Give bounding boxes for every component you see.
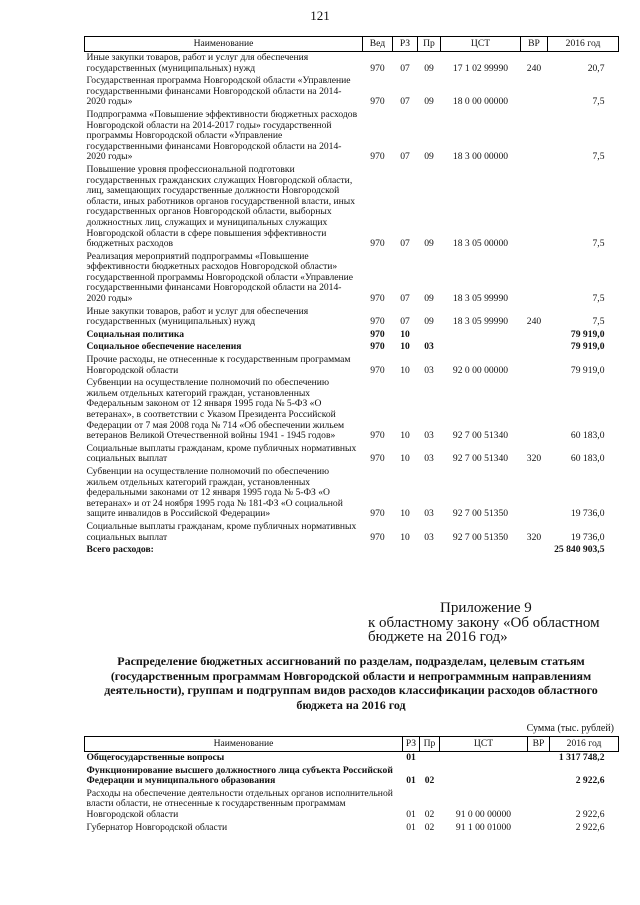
cell-sum: 7,5 [592, 238, 605, 250]
row-name: Функционирование высшего должностного лица субъекта Российской Федерации и муниципального образования [86, 764, 393, 787]
cell-pr: 09 [424, 316, 434, 328]
cell-rz: 01 [406, 821, 416, 833]
table-row [85, 75, 619, 109]
cell-cst [440, 765, 528, 788]
row-name: Иные закупки товаров, работ и услуг для обеспечения государственных (муниципальных) нужд [86, 52, 309, 74]
cell-vr: 240 [526, 316, 542, 328]
column-header: Пр [418, 37, 441, 52]
cell-sum: 25 840 903,5 [554, 544, 605, 556]
row-name: Социальные выплаты гражданам, кроме публичных нормативных социальных выплат [86, 442, 357, 465]
cell-pr: 03 [424, 453, 434, 465]
table-row [85, 164, 619, 251]
cell-cst: 91 0 00 00000 [455, 808, 512, 820]
column-header: РЗ [393, 37, 418, 52]
cell-sum: 19 736,0 [570, 531, 605, 543]
cell-pr [420, 752, 440, 765]
cell-pr: 02 [424, 808, 435, 820]
cell-pr: 09 [424, 151, 434, 163]
cell-rz: 10 [400, 430, 410, 442]
column-header: РЗ [403, 737, 420, 752]
column-header: ЦСТ [440, 737, 528, 752]
table-row [85, 251, 619, 306]
cell-sum: 60 183,0 [570, 453, 605, 465]
table-row [85, 377, 619, 443]
cell-pr: 03 [424, 364, 434, 376]
cell-ved: 970 [370, 453, 385, 465]
cell-sum: 2 922,6 [575, 821, 605, 833]
cell-rz: 01 [406, 752, 416, 763]
cell-ved: 970 [370, 96, 385, 108]
table-row [85, 788, 619, 822]
cell-vr: 240 [526, 62, 542, 74]
cell-vr [521, 164, 548, 251]
cell-sum: 2 922,6 [575, 775, 605, 787]
row-name: Повышение уровня профессиональной подготовки государственных гражданских служащих Новгородской области, лиц, замещающих государственные должности Новгородской области, иных работников органов государственной власти, иных государственных органов Новгородской области, выборных должностных лиц, служащих и муниципальных служащих Новгородской области в сфере повышения эффективности бюджетных расходов [86, 163, 356, 250]
row-name: Всего расходов: [86, 544, 154, 556]
cell-rz: 07 [400, 62, 410, 74]
cell-rz: 01 [406, 808, 416, 820]
cell-vr [528, 765, 550, 788]
table-header-row [85, 737, 619, 752]
cell-cst: 18 3 05 00000 [452, 238, 509, 250]
cell-ved [363, 544, 393, 557]
row-name: Общегосударственные вопросы [86, 752, 225, 763]
row-name: Государственная программа Новгородской области «Управление государственными финансами Новгородской области на 2014-2020 годы» [86, 75, 351, 108]
row-name: Реализация мероприятий подпрограммы «Повышение эффективности бюджетных расходов Новгородской области» государственной программы Новгородской области «Управление государственными финансами Новгородской области на 2014-2020 годы» [86, 250, 354, 305]
cell-ved: 970 [370, 364, 385, 376]
cell-pr: 03 [424, 508, 434, 520]
table-row [85, 521, 619, 544]
cell-vr [521, 377, 548, 443]
cell-cst: 18 3 00 00000 [452, 151, 509, 163]
row-name: Иные закупки товаров, работ и услуг для обеспечения государственных (муниципальных) нужд [86, 305, 309, 328]
cell-vr [528, 822, 550, 835]
cell-vr: 320 [526, 531, 542, 543]
cell-rz: 07 [400, 293, 410, 305]
cell-rz [393, 544, 418, 557]
cell-vr [528, 788, 550, 822]
cell-vr [528, 752, 550, 765]
cell-vr: 320 [526, 453, 542, 465]
cell-pr: 09 [424, 62, 434, 74]
cell-vr [521, 354, 548, 377]
cell-ved: 970 [370, 293, 385, 305]
cell-rz: 10 [400, 508, 410, 520]
cell-pr: 09 [424, 238, 434, 250]
cell-vr [521, 329, 548, 342]
cell-vr [521, 75, 548, 109]
cell-rz: 10 [400, 341, 410, 353]
cell-vr [521, 251, 548, 306]
cell-sum: 20,7 [587, 62, 605, 74]
table-row [85, 544, 619, 557]
page-number: 121 [310, 8, 330, 23]
table-row [85, 765, 619, 788]
cell-cst [441, 329, 521, 342]
row-name: Социальная политика [86, 328, 185, 340]
cell-sum: 1 317 748,2 [558, 752, 605, 763]
row-name: Социальное обеспечение населения [86, 341, 242, 353]
cell-pr: 03 [424, 430, 434, 442]
cell-rz: 07 [400, 316, 410, 328]
cell-vr [521, 341, 548, 354]
appendix-caption [368, 601, 618, 645]
cell-ved: 970 [370, 151, 385, 163]
row-name: Субвенции на осуществление полномочий по обеспечению жильем отдельных категорий граждан, установленных Федеральным законом от 12 января 1995 года № 5-ФЗ «О ветеранах», в соответствии с Указом Президента Российской Федерации от 7 мая 2008 года № 714 «Об обеспечении жильем ветеранов Великой Отечественной войны 1941 - 1945 годов» [86, 377, 345, 442]
column-header: 2016 год [550, 737, 619, 752]
cell-cst: 92 7 00 51340 [452, 430, 509, 442]
budget-table-2 [84, 736, 619, 834]
table-row [85, 822, 619, 835]
cell-pr: 03 [424, 531, 434, 543]
cell-pr: 02 [424, 775, 435, 787]
cell-sum: 79 919,0 [570, 364, 605, 376]
row-name: Прочие расходы, не отнесенные к государственным программам Новгородской области [86, 354, 351, 376]
table-row [85, 354, 619, 377]
cell-pr [418, 329, 441, 342]
column-header: ВР [521, 37, 548, 52]
cell-vr [521, 109, 548, 164]
cell-pr [418, 544, 441, 557]
table-row [85, 329, 619, 342]
column-header: Пр [420, 737, 440, 752]
cell-cst: 17 1 02 99990 [452, 62, 509, 74]
cell-cst: 91 1 00 01000 [455, 821, 512, 833]
column-header: ВР [528, 737, 550, 752]
cell-ved: 970 [370, 62, 385, 74]
column-header: 2016 год [548, 37, 619, 52]
cell-sum: 79 919,0 [570, 328, 605, 340]
budget-table-1 [84, 36, 619, 557]
table-row [85, 752, 619, 765]
table-header-row [85, 37, 619, 52]
units-note: Сумма (тыс. рублей) [526, 723, 614, 734]
cell-rz: 10 [400, 531, 410, 543]
table-row [85, 306, 619, 329]
cell-rz: 07 [400, 96, 410, 108]
table-row [85, 466, 619, 521]
row-name: Губернатор Новгородской области [86, 821, 228, 833]
table-row [85, 341, 619, 354]
row-name: Расходы на обеспечение деятельности отдельных органов исполнительной власти области, не отнесенные к государственным программам Новгородской области [86, 787, 393, 820]
cell-rz: 01 [406, 775, 416, 787]
cell-cst: 92 7 00 51350 [452, 531, 509, 543]
cell-cst: 92 7 00 51340 [452, 453, 509, 465]
cell-cst: 18 0 00 00000 [452, 96, 509, 108]
cell-cst: 18 3 05 99990 [452, 293, 509, 305]
cell-pr: 03 [424, 341, 434, 353]
row-name: Социальные выплаты гражданам, кроме публичных нормативных социальных выплат [86, 520, 357, 543]
cell-sum: 2 922,6 [575, 808, 605, 820]
cell-rz: 07 [400, 151, 410, 163]
cell-rz: 10 [400, 453, 410, 465]
cell-cst: 92 7 00 51350 [452, 508, 509, 520]
cell-vr [521, 544, 548, 557]
table-row [85, 109, 619, 164]
cell-ved: 970 [370, 316, 385, 328]
table-row [85, 443, 619, 466]
cell-sum: 7,5 [592, 96, 605, 108]
cell-cst: 92 0 00 00000 [452, 364, 509, 376]
column-header: Наименование [85, 737, 403, 752]
cell-rz: 10 [400, 328, 410, 340]
appendix-number: Приложение 9 [440, 600, 532, 616]
cell-ved: 970 [370, 341, 385, 353]
row-name: Субвенции на осуществление полномочий по обеспечению жильем отдельных категорий граждан, установленных федеральными законами от 12 января 1995 года № 5-ФЗ «О ветеранах» и от 24 ноября 1995 года № 181-ФЗ «О социальной защите инвалидов в Российской Федерации» [86, 465, 343, 520]
cell-ved: 970 [370, 430, 385, 442]
cell-sum: 7,5 [592, 316, 605, 328]
cell-rz: 07 [400, 238, 410, 250]
cell-ved: 970 [370, 328, 385, 340]
cell-pr: 02 [424, 821, 435, 833]
section-heading: Распределение бюджетных ассигнований по разделам, подразделам, целевым статьям (государственным программам Новгородской области и непрограммным направлениям деятельности), группам и подгруппам видов расходов классификации расходов областного бюджета на 2016 год [104, 654, 598, 712]
cell-sum: 79 919,0 [570, 341, 605, 353]
cell-cst [441, 544, 521, 557]
cell-ved: 970 [370, 238, 385, 250]
cell-rz: 10 [400, 364, 410, 376]
row-name: Подпрограмма «Повышение эффективности бюджетных расходов Новгородской области на 2014-2017 годы» государственной программы Новгородской области «Управление государственными финансами Новгородской области на 2014-2020 годы» [86, 108, 358, 163]
column-header: ЦСТ [441, 37, 521, 52]
cell-ved: 970 [370, 531, 385, 543]
cell-cst: 18 3 05 99990 [452, 316, 509, 328]
appendix-law-reference: к областному закону «Об областном бюджете на 2016 год» [368, 614, 600, 645]
cell-sum: 7,5 [592, 151, 605, 163]
cell-sum: 60 183,0 [570, 430, 605, 442]
table-row [85, 52, 619, 76]
cell-pr: 09 [424, 96, 434, 108]
cell-pr: 09 [424, 293, 434, 305]
cell-sum: 19 736,0 [570, 508, 605, 520]
cell-cst [441, 341, 521, 354]
column-header: Наименование [85, 37, 363, 52]
cell-ved: 970 [370, 508, 385, 520]
cell-sum: 7,5 [592, 293, 605, 305]
cell-vr [521, 466, 548, 521]
column-header: Вед [363, 37, 393, 52]
cell-cst [440, 752, 528, 765]
